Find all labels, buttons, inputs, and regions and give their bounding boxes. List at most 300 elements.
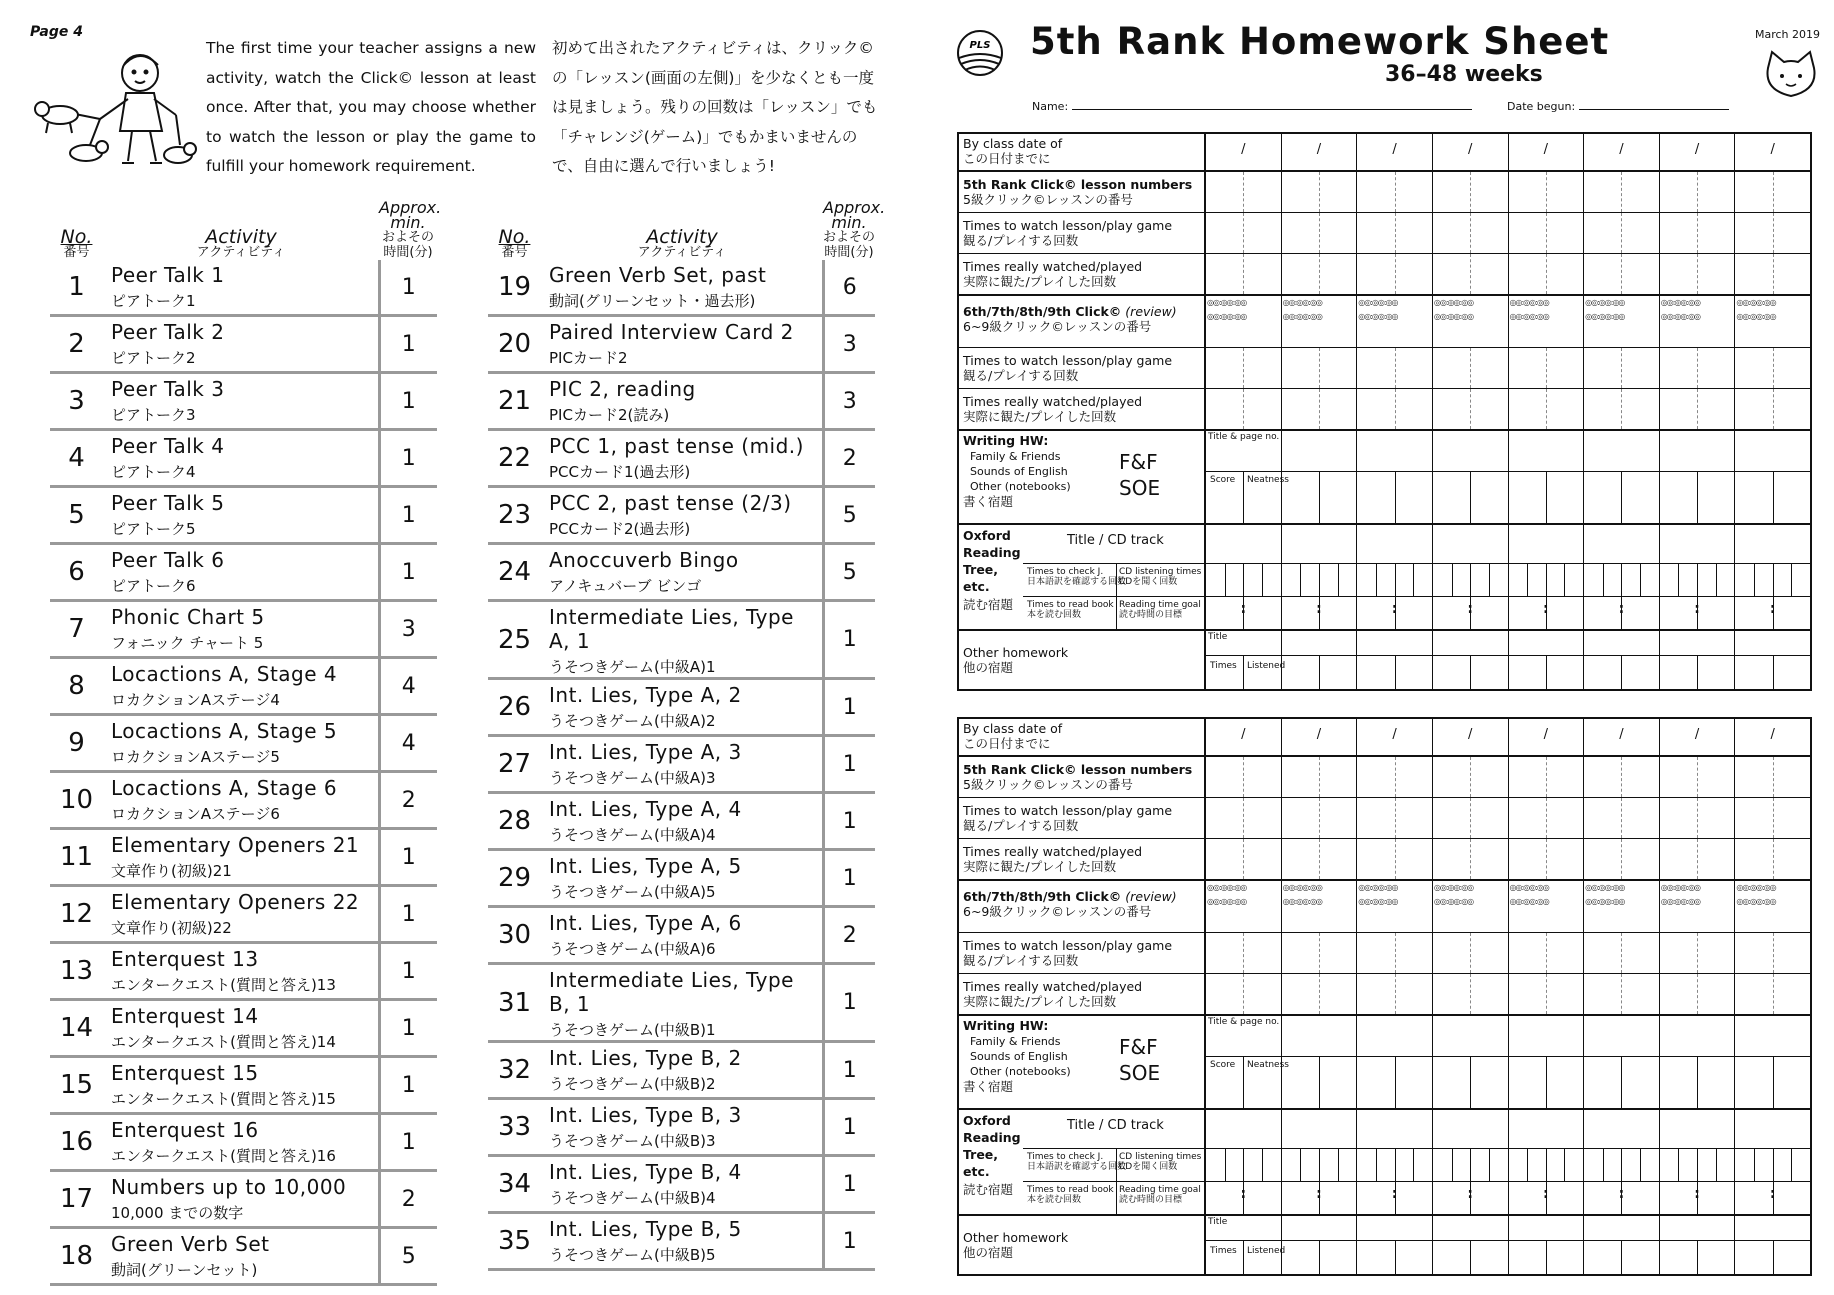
activity-table-right (488, 198, 886, 1271)
entry-cell[interactable]: : (1282, 1110, 1358, 1214)
activity-number: 12 (50, 886, 103, 943)
entry-cell[interactable]: ◎◎:◎◎:◎◎ ◎◎:◎◎:◎◎ (1736, 298, 1776, 321)
entry-cell[interactable] (1660, 798, 1736, 838)
activity-minutes: 1 (823, 1042, 875, 1099)
entry-cell[interactable]: : (1584, 525, 1660, 629)
homework-table-2 (957, 717, 1812, 1276)
entry-cell[interactable] (1735, 1016, 1810, 1108)
entry-cell[interactable]: / (1357, 134, 1433, 170)
entry-cell[interactable]: / (1660, 719, 1736, 755)
row-times-really-watched: Times really watched/played 実際に観た/プレイした回数 (959, 839, 1810, 881)
activity-minutes: 1 (823, 601, 875, 679)
entry-cell[interactable]: ◎◎:◎◎:◎◎ ◎◎:◎◎:◎◎ (1433, 881, 1509, 932)
entry-cell[interactable] (1282, 213, 1358, 253)
activity-name: Int. Lies, Type A, 5 うそつきゲーム(中級A)5 (541, 850, 823, 907)
entry-cell[interactable]: / (1509, 134, 1585, 170)
entry-cell[interactable] (1584, 389, 1660, 429)
entry-cell[interactable] (1735, 389, 1810, 429)
entry-cell[interactable] (1206, 974, 1282, 1014)
entry-cell[interactable] (1357, 348, 1433, 388)
entry-cell[interactable] (1584, 172, 1660, 212)
entry-cell[interactable] (1357, 1216, 1433, 1274)
entry-cell[interactable] (1660, 1016, 1736, 1108)
entry-cell[interactable] (1206, 172, 1282, 212)
activity-name: Phonic Chart 5 フォニック チャート 5 (103, 601, 379, 658)
activity-name: Numbers up to 10,000 10,000 までの数字 (103, 1171, 379, 1228)
activity-number: 7 (50, 601, 103, 658)
header-activity: Activity アクティビティ (637, 226, 727, 260)
entry-cell[interactable] (1206, 839, 1282, 879)
entry-cell[interactable] (1735, 631, 1810, 689)
entry-cell[interactable] (1735, 933, 1810, 973)
activity-row (50, 316, 437, 373)
activity-number: 29 (488, 850, 541, 907)
activity-minutes: 1 (379, 1000, 437, 1057)
row-other-homework: Other homework 他の宿題 Title Times Listened (959, 1216, 1810, 1274)
entry-cell[interactable] (1660, 757, 1736, 797)
entry-cell[interactable] (1433, 839, 1509, 879)
activity-row (50, 1171, 437, 1228)
entry-cell[interactable] (1584, 254, 1660, 294)
entry-cell[interactable] (1433, 254, 1509, 294)
activity-name: Elementary Openers 22 文章作り(初級)22 (103, 886, 379, 943)
entry-cell[interactable] (1206, 389, 1282, 429)
activity-minutes: 5 (823, 487, 875, 544)
entry-cell[interactable]: ◎◎:◎◎:◎◎ ◎◎:◎◎:◎◎ (1357, 296, 1433, 347)
entry-cell[interactable] (1206, 933, 1282, 973)
activity-row (488, 316, 875, 373)
header-minutes: Approx. min. およその時間(分) (823, 198, 886, 260)
activity-row (50, 373, 437, 430)
activity-number: 32 (488, 1042, 541, 1099)
activity-minutes: 3 (823, 316, 875, 373)
activity-number: 34 (488, 1156, 541, 1213)
activity-minutes: 1 (379, 260, 437, 316)
header-activity: Activity アクティビティ (196, 226, 286, 260)
entry-cell[interactable]: : (1735, 1110, 1810, 1214)
entry-cell[interactable]: : (1433, 1110, 1509, 1214)
row-review-times-to-watch: Times to watch lesson/play game 観る/プレイする回数 (959, 348, 1810, 389)
activity-minutes: 1 (379, 829, 437, 886)
entry-cell[interactable] (1357, 974, 1433, 1014)
entry-cell[interactable]: : (1282, 525, 1358, 629)
entry-cell[interactable]: Title Times Listened (1206, 1216, 1282, 1274)
activity-row (488, 601, 875, 679)
activity-row (488, 1042, 875, 1099)
entry-cell[interactable]: : (1735, 525, 1810, 629)
entry-cell[interactable] (1433, 1016, 1509, 1108)
activity-minutes: 1 (823, 679, 875, 736)
entry-cell[interactable] (1660, 933, 1736, 973)
entry-cell[interactable] (1357, 757, 1433, 797)
activity-minutes: 2 (823, 430, 875, 487)
entry-cell[interactable] (1206, 348, 1282, 388)
entry-cell[interactable] (1509, 631, 1585, 689)
activity-minutes: 1 (379, 943, 437, 1000)
entry-cell[interactable] (1357, 933, 1433, 973)
entry-cell[interactable]: / (1770, 727, 1775, 742)
activity-number: 24 (488, 544, 541, 601)
entry-cell[interactable] (1735, 431, 1810, 523)
entry-cell[interactable]: ◎◎:◎◎:◎◎ ◎◎:◎◎:◎◎ (1206, 296, 1282, 347)
activity-minutes: 2 (379, 1171, 437, 1228)
activity-number: 28 (488, 793, 541, 850)
entry-cell[interactable] (1509, 933, 1585, 973)
entry-cell[interactable]: : (1357, 1110, 1433, 1214)
sheet-title: 5th Rank Homework Sheet (1030, 20, 1610, 63)
activity-minutes: 1 (823, 964, 875, 1042)
entry-cell[interactable] (1509, 757, 1585, 797)
row-times-to-watch: Times to watch lesson/play game 観る/プレイする回数 (959, 798, 1810, 839)
activity-row (50, 943, 437, 1000)
entry-cell[interactable]: / (1282, 134, 1358, 170)
entry-cell[interactable] (1357, 798, 1433, 838)
activity-row (488, 964, 875, 1042)
activity-name: Peer Talk 6 ピアトーク6 (103, 544, 379, 601)
entry-cell[interactable]: : (1206, 525, 1282, 629)
entry-cell[interactable] (1584, 757, 1660, 797)
activity-minutes: 4 (379, 715, 437, 772)
entry-cell[interactable] (1584, 798, 1660, 838)
activity-minutes: 3 (379, 601, 437, 658)
entry-cell[interactable]: / (1282, 719, 1358, 755)
activity-name: Enterquest 13 エンタークエスト(質問と答え)13 (103, 943, 379, 1000)
entry-cell[interactable] (1282, 348, 1358, 388)
activity-row (488, 1099, 875, 1156)
row-oxford-reading: Oxford Reading Tree, etc. 読む宿題 Title / CD track Times to check J. 日本語訳を確認する回数 CD listening times CDを聞く回数 Times to read book 本を読む回数 Reading time goal 読む時間の目標 : : : : : : : : (959, 525, 1810, 631)
entry-cell[interactable] (1282, 254, 1358, 294)
entry-cell[interactable] (1357, 839, 1433, 879)
activity-row (488, 736, 875, 793)
activity-name: PCC 2, past tense (2/3) PCCカード2(過去形) (541, 487, 823, 544)
activity-number: 8 (50, 658, 103, 715)
entry-cell[interactable] (1509, 1216, 1585, 1274)
activity-name: Enterquest 14 エンタークエスト(質問と答え)14 (103, 1000, 379, 1057)
entry-cell[interactable]: ◎◎:◎◎:◎◎ ◎◎:◎◎:◎◎ (1660, 296, 1736, 347)
activity-number: 14 (50, 1000, 103, 1057)
entry-cell[interactable] (1206, 213, 1282, 253)
entry-cell[interactable] (1433, 389, 1509, 429)
entry-cell[interactable] (1660, 631, 1736, 689)
activity-row (50, 1000, 437, 1057)
name-field[interactable]: Name: (1032, 98, 1472, 113)
activity-name: Peer Talk 5 ピアトーク5 (103, 487, 379, 544)
activity-minutes: 1 (823, 736, 875, 793)
entry-cell[interactable]: ◎◎:◎◎:◎◎ ◎◎:◎◎:◎◎ (1206, 881, 1282, 932)
activity-number: 19 (488, 260, 541, 316)
entry-cell[interactable] (1660, 213, 1736, 253)
activity-name: Int. Lies, Type A, 6 うそつきゲーム(中級A)6 (541, 907, 823, 964)
row-oxford-reading: Oxford Reading Tree, etc. 読む宿題 Title / CD track Times to check J. 日本語訳を確認する回数 CD listening times CDを聞く回数 Times to read book 本を読む回数 Reading time goal 読む時間の目標 : : : : : : : : (959, 1110, 1810, 1216)
activity-number: 15 (50, 1057, 103, 1114)
entry-cell[interactable]: Title Times Listened (1206, 631, 1282, 689)
entry-cell[interactable] (1206, 757, 1282, 797)
activity-name: Green Verb Set, past 動詞(グリーンセット・過去形) (541, 260, 823, 316)
activity-number: 11 (50, 829, 103, 886)
activity-number: 23 (488, 487, 541, 544)
activity-minutes: 1 (379, 487, 437, 544)
activity-number: 26 (488, 679, 541, 736)
entry-cell[interactable]: Title & page no. Score Neatness (1206, 431, 1282, 523)
activity-minutes: 1 (823, 1156, 875, 1213)
entry-cell[interactable] (1735, 348, 1810, 388)
activity-row (50, 1228, 437, 1285)
sheet-subtitle: 36–48 weeks (1385, 62, 1543, 87)
entry-cell[interactable]: / (1433, 719, 1509, 755)
entry-cell[interactable] (1357, 431, 1433, 523)
activity-minutes: 5 (823, 544, 875, 601)
activity-number: 3 (50, 373, 103, 430)
activity-row (50, 886, 437, 943)
entry-cell[interactable]: ◎◎:◎◎:◎◎ ◎◎:◎◎:◎◎ (1357, 881, 1433, 932)
activity-row (50, 715, 437, 772)
entry-cell[interactable]: ◎◎:◎◎:◎◎ ◎◎:◎◎:◎◎ (1282, 881, 1358, 932)
row-writing-hw: Writing HW: Family & Friends Sounds of English Other (notebooks) 書く宿題 F&F SOE Title & page no. Score Neatness (959, 1016, 1810, 1110)
activity-number: 16 (50, 1114, 103, 1171)
activity-number: 6 (50, 544, 103, 601)
activity-name: Enterquest 15 エンタークエスト(質問と答え)15 (103, 1057, 379, 1114)
entry-cell[interactable] (1509, 172, 1585, 212)
entry-cell[interactable]: ◎◎:◎◎:◎◎ ◎◎:◎◎:◎◎ (1282, 296, 1358, 347)
activity-minutes: 1 (379, 316, 437, 373)
entry-cell[interactable] (1660, 974, 1736, 1014)
entry-cell[interactable]: ◎◎:◎◎:◎◎ ◎◎:◎◎:◎◎ (1509, 296, 1585, 347)
entry-cell[interactable] (1357, 631, 1433, 689)
activity-number: 17 (50, 1171, 103, 1228)
entry-cell[interactable] (1660, 839, 1736, 879)
entry-cell[interactable] (1282, 172, 1358, 212)
row-times-really-watched: Times really watched/played 実際に観た/プレイした回数 (959, 254, 1810, 296)
activity-minutes: 5 (379, 1228, 437, 1285)
entry-cell[interactable] (1509, 1016, 1585, 1108)
row-review-times-really: Times really watched/played 実際に観た/プレイした回数 (959, 974, 1810, 1016)
activity-row (50, 601, 437, 658)
activity-row (50, 1057, 437, 1114)
entry-cell[interactable] (1584, 933, 1660, 973)
activity-number: 4 (50, 430, 103, 487)
activity-row (50, 544, 437, 601)
activity-name: Int. Lies, Type A, 4 うそつきゲーム(中級A)4 (541, 793, 823, 850)
row-class-date: By class date of この日付までに / / / / / / / / (959, 719, 1810, 757)
entry-cell[interactable]: / (1584, 719, 1660, 755)
entry-cell[interactable]: Title & page no. Score Neatness (1206, 1016, 1282, 1108)
entry-cell[interactable]: ◎◎:◎◎:◎◎ ◎◎:◎◎:◎◎ (1509, 881, 1585, 932)
activity-minutes: 1 (379, 1114, 437, 1171)
entry-cell[interactable] (1282, 933, 1358, 973)
entry-cell[interactable]: : (1660, 525, 1736, 629)
entry-cell[interactable] (1433, 757, 1509, 797)
entry-cell[interactable]: : (1433, 525, 1509, 629)
entry-cell[interactable] (1735, 974, 1810, 1014)
entry-cell[interactable] (1357, 213, 1433, 253)
activity-minutes: 1 (823, 850, 875, 907)
cat-face-icon (1762, 50, 1820, 100)
entry-cell[interactable] (1433, 974, 1509, 1014)
activity-number: 30 (488, 907, 541, 964)
activity-name: Green Verb Set 動詞(グリーンセット) (103, 1228, 379, 1285)
activity-name: Int. Lies, Type B, 4 うそつきゲーム(中級B)4 (541, 1156, 823, 1213)
header-number: No. 番号 (498, 226, 531, 260)
activity-row (50, 772, 437, 829)
entry-cell[interactable] (1735, 798, 1810, 838)
entry-cell[interactable] (1584, 213, 1660, 253)
entry-cell[interactable] (1584, 839, 1660, 879)
entry-cell[interactable] (1433, 213, 1509, 253)
row-rank5-lessons: 5th Rank Click© lesson numbers 5級クリック©レッスンの番号 (959, 757, 1810, 798)
entry-cell[interactable] (1509, 254, 1585, 294)
entry-cell[interactable]: / (1509, 719, 1585, 755)
activity-row (50, 260, 437, 316)
entry-cell[interactable] (1584, 1216, 1660, 1274)
intro-japanese: 初めて出されたアクティビティは、クリック©の「レッスン(画面の左側)」を少なくとも一度は見ましょう。残りの回数は「レッスン」でも「チャレンジ(ゲーム)」でもかまいませんので、自由に選んで行いましょう! (552, 39, 878, 175)
entry-cell[interactable] (1433, 431, 1509, 523)
entry-cell[interactable] (1282, 798, 1358, 838)
entry-cell[interactable] (1282, 1216, 1358, 1274)
entry-cell[interactable]: / (1206, 134, 1282, 170)
activity-minutes: 1 (823, 1213, 875, 1270)
entry-cell[interactable] (1282, 1016, 1358, 1108)
entry-cell[interactable] (1735, 172, 1810, 212)
entry-cell[interactable] (1206, 254, 1282, 294)
date-begun-field[interactable]: Date begun: (1507, 98, 1729, 113)
activity-name: Int. Lies, Type A, 3 うそつきゲーム(中級A)3 (541, 736, 823, 793)
row-review-times-to-watch: Times to watch lesson/play game 観る/プレイする回数 (959, 933, 1810, 974)
entry-cell[interactable] (1282, 631, 1358, 689)
entry-cell[interactable] (1357, 172, 1433, 212)
entry-cell[interactable]: / (1584, 134, 1660, 170)
entry-cell[interactable] (1433, 348, 1509, 388)
entry-cell[interactable]: / (1660, 134, 1736, 170)
entry-cell[interactable] (1433, 933, 1509, 973)
activity-number: 27 (488, 736, 541, 793)
activity-row (50, 658, 437, 715)
entry-cell[interactable] (1584, 348, 1660, 388)
entry-cell[interactable]: / (1433, 134, 1509, 170)
entry-cell[interactable]: / (1206, 719, 1282, 755)
entry-cell[interactable] (1735, 213, 1810, 253)
entry-cell[interactable] (1735, 254, 1810, 294)
activity-name: Int. Lies, Type B, 2 うそつきゲーム(中級B)2 (541, 1042, 823, 1099)
svg-text:PLS: PLS (969, 40, 991, 51)
entry-cell[interactable] (1584, 1016, 1660, 1108)
entry-cell[interactable] (1584, 974, 1660, 1014)
entry-cell[interactable]: : (1509, 1110, 1585, 1214)
activity-name: Peer Talk 2 ピアトーク2 (103, 316, 379, 373)
entry-cell[interactable]: ◎◎:◎◎:◎◎ ◎◎:◎◎:◎◎ (1736, 883, 1776, 906)
entry-cell[interactable]: ◎◎:◎◎:◎◎ ◎◎:◎◎:◎◎ (1584, 296, 1660, 347)
entry-cell[interactable] (1735, 1216, 1810, 1274)
entry-cell[interactable] (1433, 1216, 1509, 1274)
row-other-homework: Other homework 他の宿題 Title Times Listened (959, 631, 1810, 689)
entry-cell[interactable] (1433, 172, 1509, 212)
activity-number: 5 (50, 487, 103, 544)
row-times-to-watch: Times to watch lesson/play game 観る/プレイする回数 (959, 213, 1810, 254)
entry-cell[interactable] (1660, 254, 1736, 294)
activity-name: Anoccuverb Bingo アノキュバーブ ビンゴ (541, 544, 823, 601)
entry-cell[interactable]: : (1357, 525, 1433, 629)
activity-row (488, 430, 875, 487)
entry-cell[interactable]: : (1206, 1110, 1282, 1214)
entry-cell[interactable] (1282, 974, 1358, 1014)
entry-cell[interactable] (1509, 431, 1585, 523)
entry-cell[interactable]: / (1770, 142, 1775, 157)
entry-cell[interactable] (1509, 389, 1585, 429)
entry-cell[interactable] (1509, 798, 1585, 838)
entry-cell[interactable]: : (1660, 1110, 1736, 1214)
entry-cell[interactable] (1282, 757, 1358, 797)
entry-cell[interactable] (1509, 213, 1585, 253)
activity-name: Peer Talk 1 ピアトーク1 (103, 260, 379, 316)
entry-cell[interactable] (1509, 839, 1585, 879)
pls-logo (955, 28, 1005, 78)
activity-number: 9 (50, 715, 103, 772)
activity-number: 13 (50, 943, 103, 1000)
entry-cell[interactable] (1509, 348, 1585, 388)
row-writing-hw: Writing HW: Family & Friends Sounds of English Other (notebooks) 書く宿題 F&F SOE Title & page no. Score Neatness (959, 431, 1810, 525)
row-class-date: By class date of この日付までに / / / / / / / / (959, 134, 1810, 172)
entry-cell[interactable]: : (1584, 1110, 1660, 1214)
activity-name: Intermediate Lies, Type B, 1 うそつきゲーム(中級B)1 (541, 964, 823, 1042)
entry-cell[interactable] (1660, 172, 1736, 212)
activity-minutes: 2 (823, 907, 875, 964)
entry-cell[interactable] (1660, 389, 1736, 429)
activity-row (488, 1156, 875, 1213)
entry-cell[interactable] (1735, 757, 1810, 797)
sheet-date: March 2019 (1755, 28, 1821, 41)
entry-cell[interactable] (1357, 1016, 1433, 1108)
activity-name: Peer Talk 3 ピアトーク3 (103, 373, 379, 430)
activity-name: Locactions A, Stage 6 ロカクションAステージ6 (103, 772, 379, 829)
activity-name: PIC 2, reading PICカード2(読み) (541, 373, 823, 430)
entry-cell[interactable] (1282, 389, 1358, 429)
entry-cell[interactable] (1433, 631, 1509, 689)
activity-name: Enterquest 16 エンタークエスト(質問と答え)16 (103, 1114, 379, 1171)
entry-cell[interactable] (1584, 631, 1660, 689)
activity-name: PCC 1, past tense (mid.) PCCカード1(過去形) (541, 430, 823, 487)
entry-cell[interactable]: : (1509, 525, 1585, 629)
activity-number: 31 (488, 964, 541, 1042)
entry-cell[interactable] (1735, 839, 1810, 879)
intro-english: The first time your teacher assigns a new activity, watch the Click© lesson at least once. After that, you may choose whether to watch the lesson or play the game to fulfill your homework requirement. (206, 39, 536, 175)
entry-cell[interactable]: / (1357, 719, 1433, 755)
activity-row (488, 907, 875, 964)
row-review-lessons: 6th/7th/8th/9th Click© (review) 6~9級クリック©レッスンの番号 ◎◎:◎◎:◎◎ ◎◎:◎◎:◎◎ ◎◎:◎◎:◎◎ ◎◎:◎◎:◎◎ ◎◎:◎◎:◎◎ ◎◎:◎◎:◎◎ ◎◎:◎◎:◎◎ ◎◎:◎◎:◎◎ ◎◎:◎◎:◎◎ ◎◎:◎◎:◎◎ ◎◎:◎◎:◎◎ ◎◎:◎◎:◎◎ ◎◎:◎◎:◎◎ ◎◎:◎◎:◎◎ ◎◎:◎◎:◎◎ ◎◎:◎◎:◎◎ (959, 881, 1810, 933)
activity-row (50, 1114, 437, 1171)
entry-cell[interactable]: ◎◎:◎◎:◎◎ ◎◎:◎◎:◎◎ (1433, 296, 1509, 347)
entry-cell[interactable] (1357, 254, 1433, 294)
header-minutes: Approx. min. およその時間(分) (379, 198, 442, 260)
activity-name: Int. Lies, Type B, 3 うそつきゲーム(中級B)3 (541, 1099, 823, 1156)
entry-cell[interactable] (1584, 431, 1660, 523)
entry-cell[interactable] (1282, 839, 1358, 879)
entry-cell[interactable] (1660, 431, 1736, 523)
entry-cell[interactable]: ◎◎:◎◎:◎◎ ◎◎:◎◎:◎◎ (1584, 881, 1660, 932)
entry-cell[interactable] (1206, 798, 1282, 838)
activity-row (488, 679, 875, 736)
activity-name: Int. Lies, Type A, 2 うそつきゲーム(中級A)2 (541, 679, 823, 736)
entry-cell[interactable] (1282, 431, 1358, 523)
activity-minutes: 1 (379, 886, 437, 943)
entry-cell[interactable] (1357, 389, 1433, 429)
activity-minutes: 3 (823, 373, 875, 430)
entry-cell[interactable] (1660, 1216, 1736, 1274)
activity-number: 35 (488, 1213, 541, 1270)
entry-cell[interactable]: ◎◎:◎◎:◎◎ ◎◎:◎◎:◎◎ (1660, 881, 1736, 932)
entry-cell[interactable] (1660, 348, 1736, 388)
entry-cell[interactable] (1433, 798, 1509, 838)
entry-cell[interactable] (1509, 974, 1585, 1014)
activity-name: Locactions A, Stage 5 ロカクションAステージ5 (103, 715, 379, 772)
